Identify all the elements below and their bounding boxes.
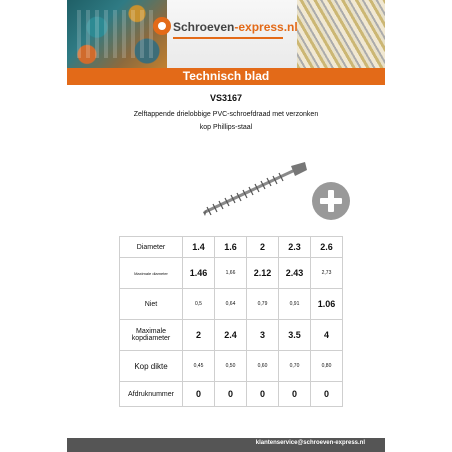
product-code: VS3167 xyxy=(209,93,243,103)
table-row xyxy=(120,237,343,258)
table-cell: 0,80 xyxy=(311,351,343,382)
table-cell: 1.06 xyxy=(311,289,343,320)
table-cell: 2 xyxy=(247,237,279,258)
table-cell: 2,73 xyxy=(311,258,343,289)
table-cell: 1.4 xyxy=(183,237,215,258)
table-cell: 0 xyxy=(247,382,279,407)
table-cell: 0 xyxy=(279,382,311,407)
page-title: Technisch blad xyxy=(67,68,385,85)
banner-photo-tools xyxy=(67,0,167,68)
table-cell: 0,50 xyxy=(215,351,247,382)
table-row xyxy=(120,351,343,382)
spec-table xyxy=(119,236,343,407)
row-label: Maximale diameter xyxy=(120,258,183,289)
table-cell: 0,91 xyxy=(279,289,311,320)
plus-icon[interactable] xyxy=(312,182,350,220)
footer-bar xyxy=(67,438,385,452)
description-line-2: kop Phillips-staal xyxy=(199,124,253,131)
table-cell: 3 xyxy=(247,320,279,351)
row-label xyxy=(120,320,183,351)
table-cell: 0 xyxy=(215,382,247,407)
row-label: Niet xyxy=(120,289,183,320)
header-banner xyxy=(67,0,385,68)
brand-domain: -express.nl xyxy=(234,20,298,34)
table-cell: 2.43 xyxy=(279,258,311,289)
table-cell: 1,66 xyxy=(215,258,247,289)
contact-email-link[interactable]: klantenservice@schroeven-express.nl xyxy=(255,440,365,446)
row-label-line-2: kopdiameter xyxy=(131,335,171,342)
table-cell: 2.6 xyxy=(311,237,343,258)
row-label: Kop dikte xyxy=(120,351,183,382)
table-cell: 0 xyxy=(183,382,215,407)
banner-photo-screws xyxy=(297,0,385,68)
table-cell: 1.6 xyxy=(215,237,247,258)
brand-name: Schroeven xyxy=(173,20,235,34)
product-description xyxy=(101,108,351,134)
brand-logo[interactable] xyxy=(173,20,298,34)
table-row xyxy=(120,289,343,320)
row-label-line-1: Maximale xyxy=(136,328,166,335)
table-cell: 2.3 xyxy=(279,237,311,258)
banner-logo-area xyxy=(167,0,297,68)
table-cell: 0,79 xyxy=(247,289,279,320)
table-cell: 4 xyxy=(311,320,343,351)
table-cell: 3.5 xyxy=(279,320,311,351)
screw-icon xyxy=(195,160,315,220)
datasheet-page xyxy=(67,0,385,452)
table-row xyxy=(120,320,343,351)
table-cell: 0,5 xyxy=(183,289,215,320)
row-label: Diameter xyxy=(120,237,183,258)
table-cell: 0 xyxy=(311,382,343,407)
logo-icon xyxy=(153,17,171,35)
table-row xyxy=(120,382,343,407)
row-label: Afdruknummer xyxy=(120,382,183,407)
brand-underline xyxy=(173,37,283,39)
table-cell: 0,45 xyxy=(183,351,215,382)
table-row xyxy=(120,258,343,289)
table-cell: 0,60 xyxy=(247,351,279,382)
table-cell: 2 xyxy=(183,320,215,351)
table-cell: 2.4 xyxy=(215,320,247,351)
table-cell: 0,70 xyxy=(279,351,311,382)
description-line-1: Zelftappende drielobbige PVC-schroefdraad met verzonken xyxy=(133,111,319,118)
table-cell: 0,64 xyxy=(215,289,247,320)
table-cell: 2.12 xyxy=(247,258,279,289)
table-cell: 1.46 xyxy=(183,258,215,289)
